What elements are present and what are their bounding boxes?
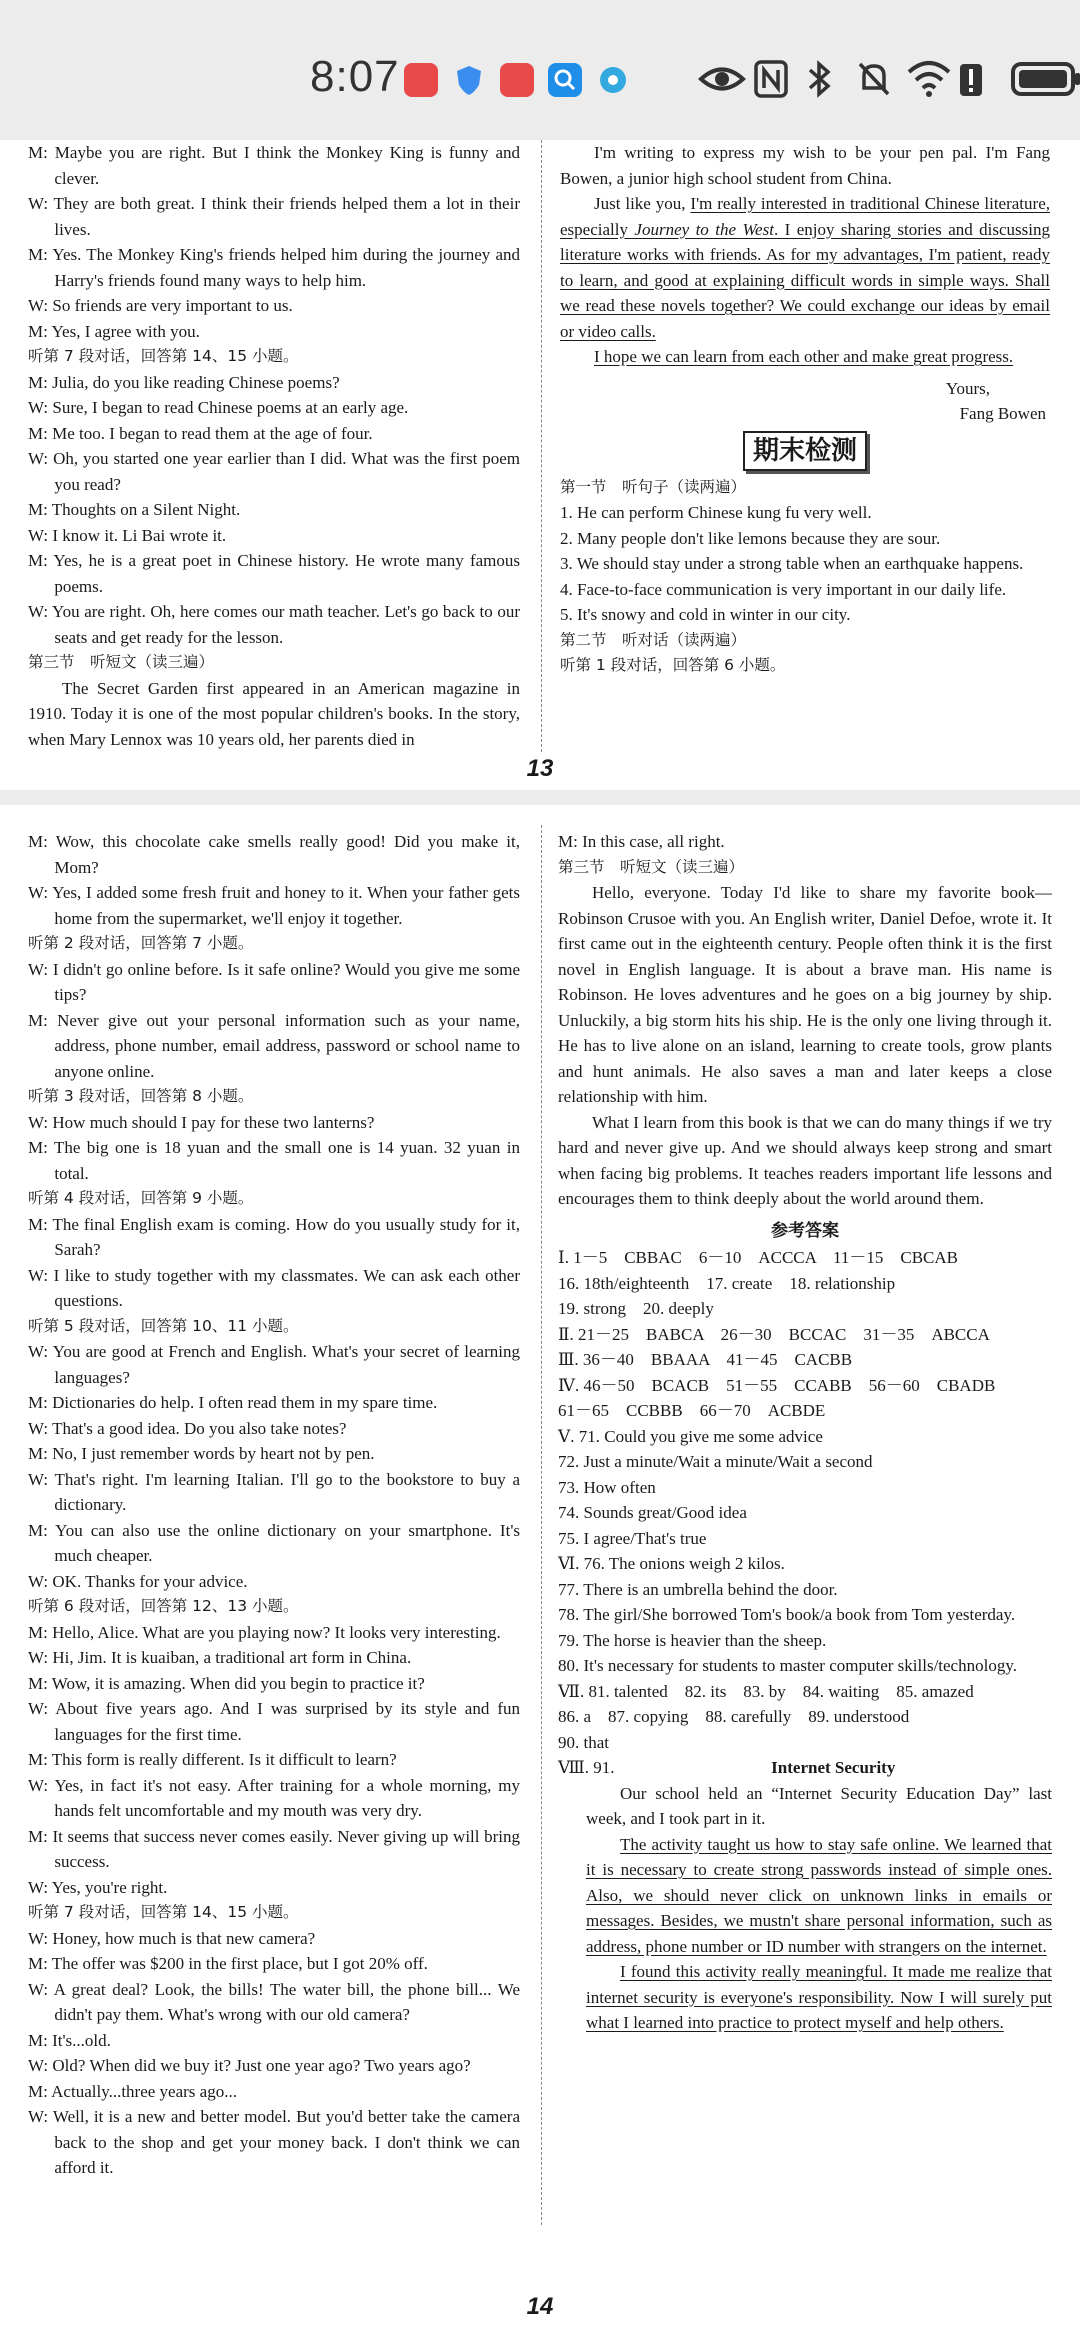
transcript-line: W: About five years ago. And I was surprised by its style and fun languages for the first time. (28, 1699, 520, 1744)
answer-line: Ⅳ. 46－50 BCACB 51－55 CCABB 56－60 CBADB (558, 1375, 996, 1395)
alert-icon (958, 58, 1000, 100)
transcript-line: W: A great deal? Look, the bills! The water bill, the phone bill... We didn't pay them. What's wrong with our old camera? (28, 1979, 520, 2024)
answer-line: 16. 18th/eighteenth 17. create 18. relationship (558, 1273, 896, 1293)
exam-line: 4. Face-to-face communication is very important in our daily life. (560, 579, 1007, 599)
transcript-line: M: Yes, I agree with you. (28, 321, 200, 341)
letter-signature: Fang Bowen (959, 404, 1046, 423)
letter-paragraph-1: I'm writing to express my wish to be your pen pal. I'm Fang Bowen, a junior high school student from China. (560, 143, 1050, 188)
transcript-line: M: The offer was $200 in the first place, but I got 20% off. (28, 1954, 428, 1973)
page-14-left-column (28, 829, 520, 2181)
transcript-line: M: Never give out your personal information such as your name, address, phone number, email address, password or school name to anyone online. (28, 1010, 520, 1081)
eye-icon (698, 58, 740, 100)
transcript-line: M: Dictionaries do help. I often read them in my spare time. (28, 1393, 438, 1412)
exam-line: 第一节 听句子（读两遍） (560, 477, 747, 496)
transcript-line: M: The final English exam is coming. How do you usually study for it, Sarah? (28, 1214, 520, 1259)
transcript-line: M: Thoughts on a Silent Night. (28, 500, 241, 519)
transcript-line: W: I know it. Li Bai wrote it. (28, 525, 227, 545)
transcript-line: M: Hello, Alice. What are you playing now? It looks very interesting. (28, 1622, 501, 1642)
exam-line: 3. We should stay under a strong table when an earthquake happens. (560, 554, 1024, 573)
answer-line: 61－65 CCBBB 66－70 ACBDE (558, 1401, 826, 1420)
transcript-line: 听第 7 段对话，回答第 14、15 小题。 (28, 347, 299, 365)
answer-line: 77. There is an umbrella behind the door. (558, 1579, 838, 1599)
answer-line: Ⅶ. 81. talented 82. its 83. by 84. waiting 85. amazed (558, 1681, 974, 1701)
exam-line: 听第 1 段对话，回答第 6 小题。 (560, 656, 786, 674)
letter-paragraph-2 (560, 191, 1050, 344)
page-number-14: 14 (526, 2293, 554, 2320)
letter-p2-intro: Just like you, (594, 194, 691, 213)
transcript-line: M: Me too. I began to read them at the age of four. (28, 423, 373, 443)
page-14 (0, 805, 1080, 2340)
huawei-app-icon (404, 63, 438, 97)
answer-line: 75. I agree/That's true (558, 1528, 707, 1548)
transcript-line: W: Old? When did we buy it? Just one year ago? Two years ago? (28, 2056, 471, 2075)
letter-p2-underline-1: I'm really interested in traditional Chinese literature, especially (560, 194, 1050, 239)
transcript-line: M: Maybe you are right. But I think the Monkey King is funny and clever. (28, 143, 520, 188)
battery-icon (1010, 58, 1080, 100)
exam-section-1 (560, 475, 1050, 679)
transcript-line: W: Yes, you're right. (28, 1877, 168, 1897)
transcript-line: W: Yes, I added some fresh fruit and honey to it. When your father gets home from the supermarket, we'll enjoy it together. (28, 883, 520, 928)
transcript-line: 听第 6 段对话，回答第 12、13 小题。 (28, 1597, 299, 1615)
transcript-line: 听第 4 段对话，回答第 9 小题。 (28, 1189, 254, 1207)
transcript-line: W: Honey, how much is that new camera? (28, 1928, 316, 1948)
page-13 (0, 140, 1080, 790)
exam-title: 期末检测 (743, 431, 867, 471)
mute-bell-icon (854, 58, 896, 100)
exam-line: 2. Many people don't like lemons because they are sour. (560, 528, 941, 548)
listening-section-3-header (558, 829, 1052, 880)
transcript-line: 听第 7 段对话，回答第 14、15 小题。 (28, 1903, 299, 1921)
clock: 8:07 (310, 52, 400, 101)
answer-key-title: 参考答案 (771, 1220, 839, 1240)
answer-line: Ⅵ. 76. The onions weigh 2 kilos. (558, 1554, 785, 1573)
transcript-line: 听第 2 段对话，回答第 7 小题。 (28, 934, 254, 952)
passage-lesson-paragraph: What I learn from this book is that we can do many things if we try hard and never give up. And we should always keep strong and smart when facing big problems. It teaches readers important life lessons and encourages them to think deeply about the world around them. (558, 1112, 1052, 1208)
transcript-line: W: That's a good idea. Do you also take notes? (28, 1418, 347, 1438)
transcript-line: M: Yes. The Monkey King's friends helped him during the journey and Harry's friends found many ways to help him. (28, 245, 520, 290)
letter-closing: Yours, (945, 378, 990, 398)
transcript-line: M: In this case, all right. (558, 832, 725, 851)
exam-title-wrap (560, 431, 1050, 471)
browser-app-icon (596, 63, 630, 97)
shield-app-icon (452, 63, 486, 97)
page-13-right-column (560, 140, 1050, 679)
transcript-line: W: Well, it is a new and better model. But you'd better take the camera back to the shop and get your money back. I don't think we can afford it. (28, 2107, 520, 2177)
transcript-line: M: Yes, he is a great poet in Chinese history. He wrote many famous poems. (28, 551, 520, 596)
transcript-line: M: The big one is 18 yuan and the small one is 14 yuan. 32 yuan in total. (28, 1138, 520, 1183)
answer-line: 86. a 87. copying 88. carefully 89. understood (558, 1707, 910, 1726)
transcript-line: W: Hi, Jim. It is kuaiban, a traditional art form in China. (28, 1648, 412, 1667)
transcript-line: W: That's right. I'm learning Italian. I'll go to the bookstore to buy a dictionary. (28, 1469, 520, 1514)
essay-paragraph-2: The activity taught us how to stay safe online. We learned that it is necessary to create strong passwords instead of simple ones. Also, we should never click on unknown links in emails or messages. Besides, we mustn't share personal information, such as address, phone number or ID number with strangers on the internet. (586, 1834, 1052, 1956)
transcript-line: 第三节 听短文（读三遍） (558, 857, 745, 876)
wifi-icon (906, 58, 948, 100)
essay-title: Internet Security (771, 1758, 896, 1777)
transcript-line: M: It seems that success never comes easily. Never giving up will bring success. (28, 1826, 520, 1871)
exam-line: 5. It's snowy and cold in winter in our city. (560, 605, 851, 624)
answer-line: Ⅴ. 71. Could you give me some advice (558, 1426, 823, 1446)
exam-line: 1. He can perform Chinese kung fu very well. (560, 503, 872, 522)
page-14-right-column (558, 829, 1052, 2036)
answer-line: 73. How often (558, 1477, 656, 1497)
answer-line: 78. The girl/She borrowed Tom's book/a book from Tom yesterday. (558, 1605, 1016, 1624)
letter-p2-book-title: Journey to the West (634, 219, 774, 239)
essay-header (558, 1755, 1052, 1781)
transcript-line: W: You are right. Oh, here comes our math teacher. Let's go back to our seats and get ready for the lesson. (28, 602, 520, 647)
transcript-line: M: Julia, do you like reading Chinese poems? (28, 372, 340, 392)
answer-line: Ⅲ. 36－40 BBAAA 41－45 CACBB (558, 1350, 853, 1369)
transcript-line: M: You can also use the online dictionary on your smartphone. It's much cheaper. (28, 1520, 520, 1565)
essay-paragraph-1: Our school held an “Internet Security Education Day” last week, and I took part in it. (586, 1783, 1052, 1828)
huawei-store-icon (500, 63, 534, 97)
answer-key-list (558, 1245, 1052, 1755)
answer-line: 79. The horse is heavier than the sheep. (558, 1630, 827, 1650)
transcript-line: 听第 5 段对话，回答第 10、11 小题。 (28, 1316, 299, 1335)
search-app-icon (548, 63, 582, 97)
transcript-line: 第三节 听短文（读三遍） (28, 653, 215, 671)
page-number-13: 13 (526, 755, 554, 782)
column-divider (541, 140, 542, 752)
letter-paragraph-3: I hope we can learn from each other and make great progress. (594, 347, 1014, 366)
transcript-line: M: No, I just remember words by heart not by pen. (28, 1444, 375, 1463)
transcript-line: W: Sure, I began to read Chinese poems at an early age. (28, 398, 409, 417)
transcript-line: 听第 3 段对话，回答第 8 小题。 (28, 1087, 254, 1105)
transcript-line: W: OK. Thanks for your advice. (28, 1571, 248, 1591)
transcript-line: M: It's...old. (28, 2030, 111, 2050)
answer-line: 74. Sounds great/Good idea (558, 1503, 747, 1522)
transcript-line: W: I like to study together with my classmates. We can ask each other questions. (28, 1265, 520, 1310)
answer-line: 80. It's necessary for students to master computer skills/technology. (558, 1656, 1017, 1675)
answer-line: 90. that (558, 1732, 609, 1752)
essay-body (558, 1781, 1052, 2036)
letter-p2-underline-2: . I enjoy sharing stories and discussing literature works with friends. As for my advantages, I'm patient, ready to learn, and good at explaining difficult words in simple ways. Shall we read these novels together? We could exchange our ideas by email or video calls. (560, 219, 1051, 341)
transcript-line: W: You are good at French and English. What's your secret of learning languages? (28, 1342, 520, 1387)
transcript-line: M: Actually...three years ago... (28, 2081, 237, 2101)
essay-paragraph-3: I found this activity really meaningful. It made me realize that internet security is everyone's responsibility. Now I will surely put what I learned into practice to protect myself and help others. (586, 1962, 1052, 2032)
transcript-line: W: Yes, in fact it's not easy. After training for a whole morning, my hands felt uncomfortable and my mouth was very dry. (28, 1775, 520, 1820)
answer-line: Ⅰ. 1－5 CBBAC 6－10 ACCCA 11－15 CBCAB (558, 1248, 958, 1267)
nfc-icon (750, 58, 792, 100)
transcript-line: W: So friends are very important to us. (28, 296, 293, 315)
transcript-line: W: How much should I pay for these two lanterns? (28, 1112, 375, 1132)
transcript-line: M: This form is really different. Is it difficult to learn? (28, 1750, 397, 1769)
bluetooth-icon (802, 58, 844, 100)
answer-line: 19. strong 20. deeply (558, 1299, 714, 1318)
answer-line: Ⅱ. 21－25 BABCA 26－30 BCCAC 31－35 ABCCA (558, 1324, 990, 1344)
page-13-left-column (28, 140, 520, 752)
transcript-line: W: Oh, you started one year earlier than I did. What was the first poem you read? (28, 449, 520, 494)
transcript-line: M: Wow, this chocolate cake smells really good! Did you make it, Mom? (28, 832, 520, 877)
exam-line: 第二节 听对话（读两遍） (560, 630, 747, 649)
transcript-line: W: They are both great. I think their friends helped them a lot in their lives. (28, 194, 520, 239)
essay-label: Ⅷ. 91. (558, 1758, 615, 1777)
robinson-crusoe-passage: Hello, everyone. Today I'd like to share my favorite book—Robinson Crusoe with you. An English writer, Daniel Defoe, wrote it. It first came out in the eighteenth century. People often think it is the first novel in English language. It is about a brave man. His name is Robinson. He loves adventures and he goes on a big journey by ship. Unluckily, a big storm hits his ship. He is the only one living through it. He has to live alone on an island, learning to create tools, grow plants and hunt animals. He also saves a man and later keeps a close relationship with him. (558, 883, 1052, 1106)
answer-line: 72. Just a minute/Wait a minute/Wait a second (558, 1452, 873, 1471)
transcript-line: M: Wow, it is amazing. When did you begin to practice it? (28, 1673, 425, 1693)
status-bar (0, 0, 1080, 140)
transcript-line: The Secret Garden first appeared in an American magazine in 1910. Today it is one of the most popular children's books. In the story, when Mary Lennox was 10 years old, her parents died in (28, 678, 520, 749)
column-divider (541, 825, 542, 2225)
transcript-line: W: I didn't go online before. Is it safe online? Would you give me some tips? (28, 959, 520, 1004)
